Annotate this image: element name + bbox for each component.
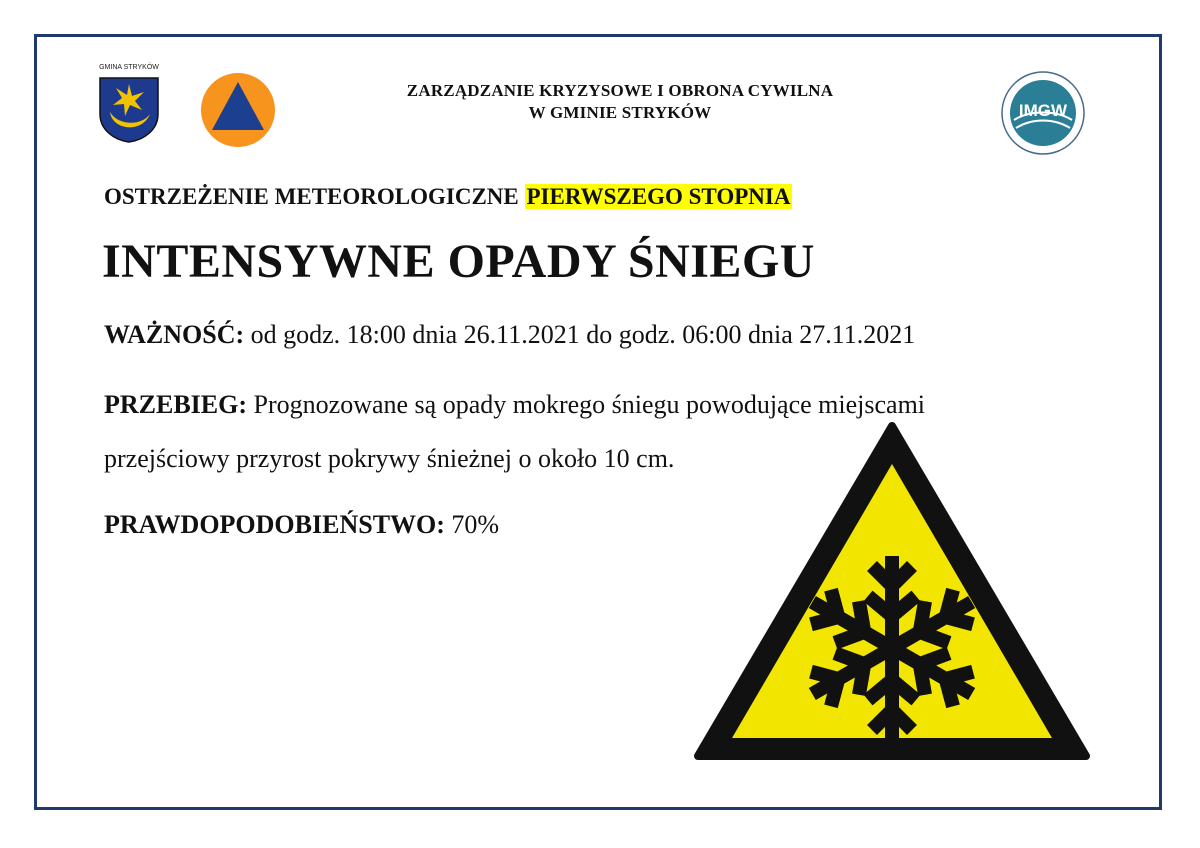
warning-level-highlight: PIERWSZEGO STOPNIA — [526, 184, 791, 209]
probability-row — [104, 510, 499, 540]
gmina-strykow-crest-icon — [96, 74, 162, 144]
validity-text: od godz. 18:00 dnia 26.11.2021 do godz. 06:00 dnia 27.11.2021 — [244, 320, 916, 349]
imgw-logo-text: IMGW — [1018, 101, 1068, 120]
probability-value: 70% — [444, 510, 500, 539]
validity-label: WAŻNOŚĆ: — [104, 320, 245, 349]
organization-title-line1: ZARZĄDZANIE KRYZYSOWE I OBRONA CYWILNA — [406, 81, 834, 100]
gmina-strykow-crest — [92, 64, 166, 146]
imgw-logo-icon — [1000, 70, 1086, 156]
organization-title-line2: W GMINIE STRYKÓW — [528, 103, 712, 122]
course-text-line1: Prognozowane są opady mokrego śniegu powodujące miejscami — [247, 390, 926, 419]
probability-label: PRAWDOPODOBIEŃSTWO: — [104, 510, 445, 539]
warning-prefix: OSTRZEŻENIE METEOROLOGICZNE — [104, 184, 525, 209]
organization-title — [300, 80, 940, 124]
warning-level-line — [104, 184, 792, 210]
crest-label: GMINA STRYKÓW — [99, 64, 159, 71]
course-label: PRZEBIEG: — [104, 390, 248, 419]
course-text-line2: przejściowy przyrost pokrywy śnieżnej o około 10 cm. — [104, 444, 675, 473]
snow-hazard-warning-icon — [692, 420, 1092, 762]
warning-headline: INTENSYWNE OPADY ŚNIEGU — [102, 235, 815, 288]
course-row — [104, 390, 925, 420]
validity-row — [104, 320, 915, 350]
civil-defense-icon — [200, 72, 276, 148]
